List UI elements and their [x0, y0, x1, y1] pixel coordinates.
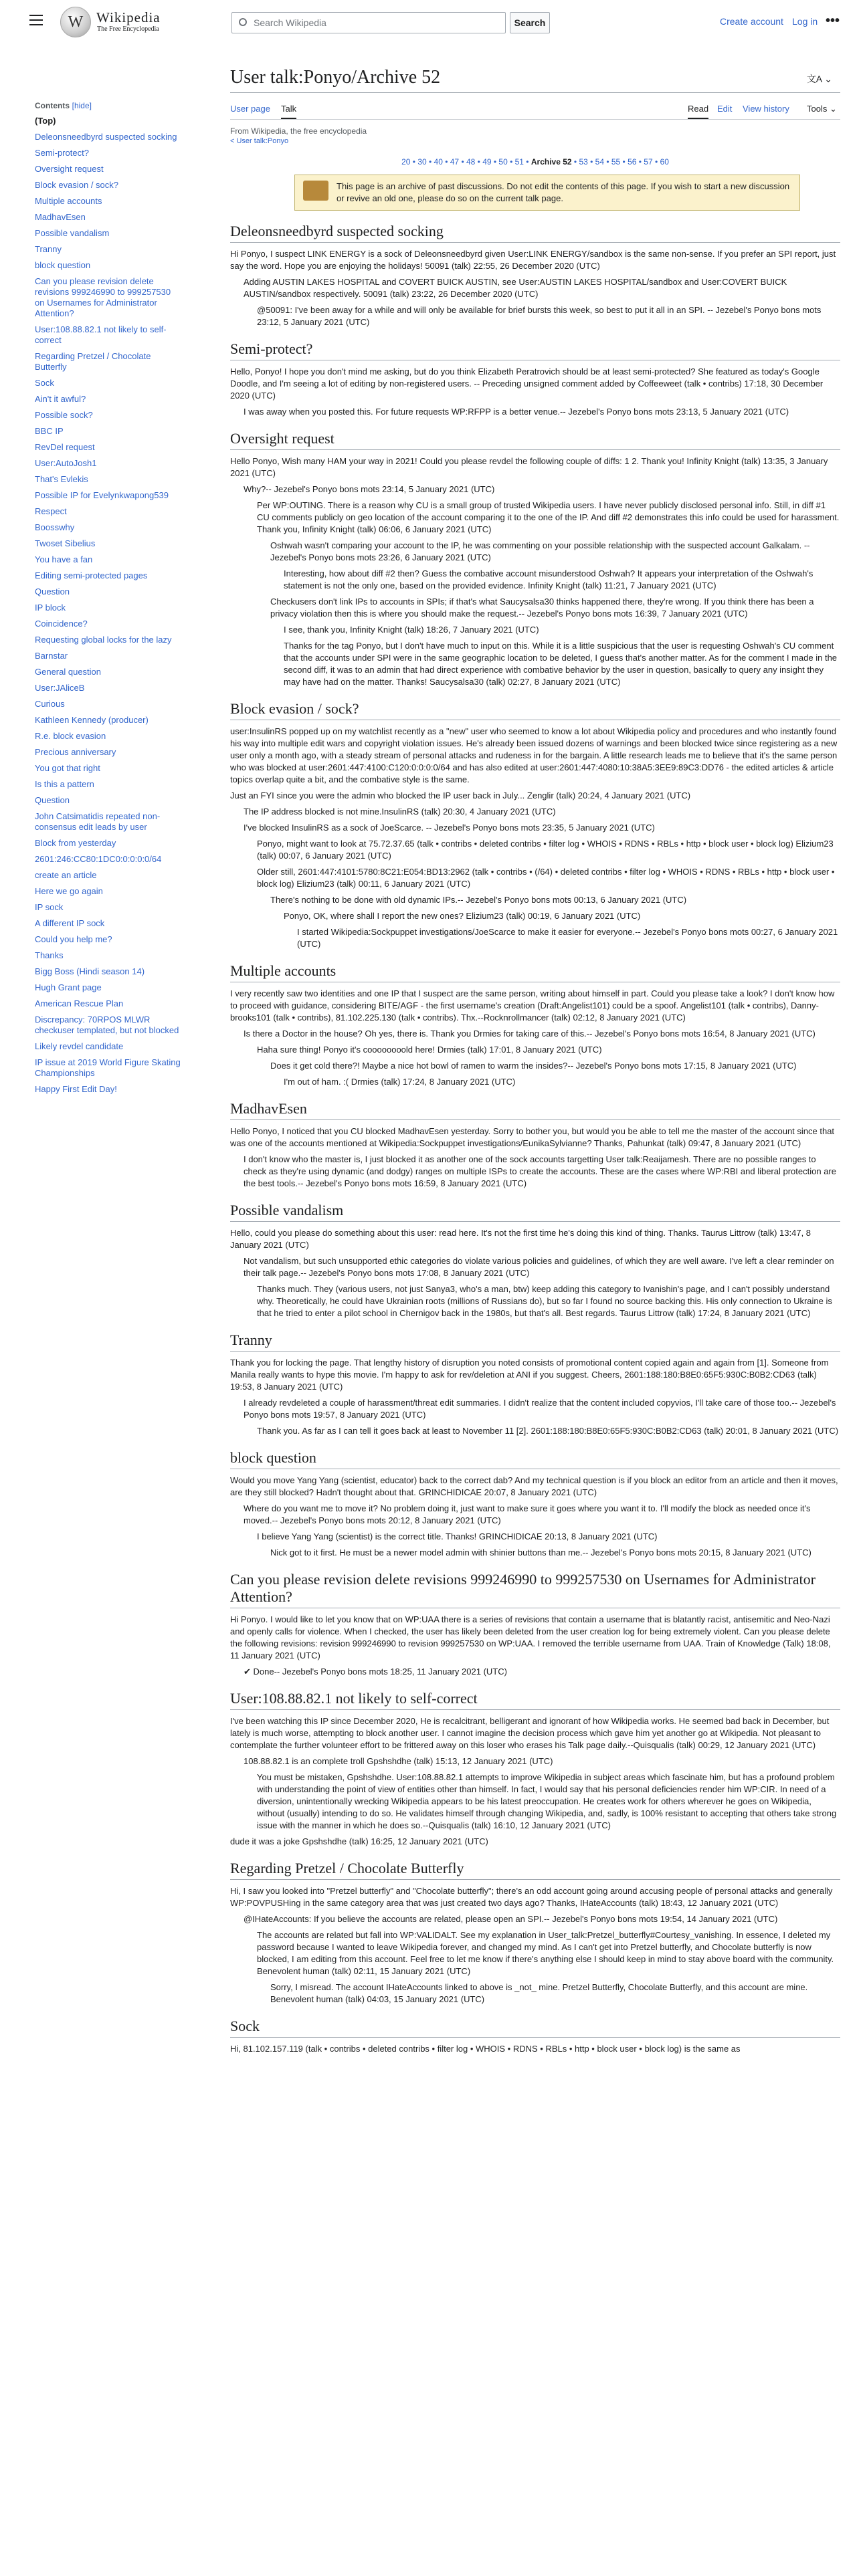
toc-item[interactable]: Precious anniversary: [35, 747, 116, 757]
toc-item[interactable]: User:JAliceB: [35, 683, 85, 693]
comment: Haha sure thing! Ponyo it's coooooooold here! Drmies (talk) 17:01, 8 January 2021 (UTC): [257, 1045, 602, 1055]
toc-item[interactable]: Boosswhy: [35, 522, 75, 532]
main-menu-icon[interactable]: [29, 15, 43, 27]
comment: Hi Ponyo. I would like to let you know that on WP:UAA there is a series of revisions that contain a username that is blatantly racist, antisemitic and Neo-Nazi and openly calls for violence. When I checked, the user has likely been deleted from the user creation log for being extremely violent. Can you please delete the following revisions: revision 999246990 to revision 999257530 on WP:UAA. I removed the terrible username from UAA. Train of Knowledge (Talk) 18:08, 11 January 2021 (UTC): [230, 1614, 831, 1660]
comment: Checkusers don't link IPs to accounts in SPIs; if that's what Saucysalsa30 thinks happened there, they're wrong. If you think there has been a privacy violation then this is where you should make the request.-- Jezebel's Ponyo bons mots 16:39, 7 January 2021 (UTC): [270, 597, 814, 619]
comment: I'm out of ham. :( Drmies (talk) 17:24, 8 January 2021 (UTC): [284, 1077, 516, 1087]
toc-item[interactable]: (Top): [35, 116, 56, 126]
back-link[interactable]: < User talk:Ponyo: [230, 137, 289, 145]
toc-item[interactable]: Bigg Boss (Hindi season 14): [35, 966, 145, 976]
comment: Just an FYI since you were the admin who blocked the IP user back in July... Zenglir (talk) 20:24, 4 January 2021 (UTC): [230, 790, 691, 800]
comment: dude it was a joke Gpshshdhe (talk) 16:25, 12 January 2021 (UTC): [230, 1836, 488, 1846]
comment: I see, thank you, Infinity Knight (talk) 18:26, 7 January 2021 (UTC): [284, 625, 539, 635]
comment: Hello, Ponyo! I hope you don't mind me asking, but do you think Elizabeth Peratrovich should be at least semi-protected? She featured as today's Google Doodle, and I'm seeing a lot of editing by non-registered users. -- Preceding unsigned comment added by Coffeeweet (talk • contribs) 17:18, 30 December 2020 (UTC): [230, 366, 824, 401]
toc-item[interactable]: Requesting global locks for the lazy: [35, 635, 172, 645]
comment: I believe Yang Yang (scientist) is the correct title. Thanks! GRINCHIDICAE 20:13, 8 January 2021 (UTC): [257, 1531, 658, 1541]
toc-item[interactable]: American Rescue Plan: [35, 998, 124, 1008]
tab-talk[interactable]: Talk: [281, 104, 296, 119]
toc-hide-button[interactable]: [hide]: [72, 101, 92, 110]
tab-read[interactable]: Read: [688, 104, 708, 119]
table-of-contents: [35, 100, 182, 1100]
section-heading: Deleonsneedbyrd suspected socking: [230, 223, 840, 243]
comment: Hi, 81.102.157.119 (talk • contribs • deleted contribs • filter log • WHOIS • RDNS • RBLs • http • block user • block log) is the same as: [230, 2044, 741, 2054]
toc-item[interactable]: Twoset Sibelius: [35, 538, 96, 548]
toc-item[interactable]: Block from yesterday: [35, 838, 116, 848]
section-heading: Block evasion / sock?: [230, 700, 840, 720]
search-icon: [239, 18, 247, 26]
archive-notice-text: This page is an archive of past discussions. Do not edit the contents of this page. If you wish to start a new discussion or revive an old one, please do so on the current talk page.: [337, 181, 790, 203]
toc-item[interactable]: block question: [35, 260, 91, 270]
comment: Interesting, how about diff #2 then? Guess the combative account misunderstood Oshwah? It appears your interpretation of the Oshwah's statement is not the only one, based on the provided evidence. Infinity Knight (talk) 11:21, 7 January 2021 (UTC): [284, 568, 814, 591]
tab-edit[interactable]: Edit: [717, 104, 733, 114]
main-content: [230, 67, 840, 2059]
toc-item[interactable]: Sock: [35, 378, 54, 388]
comment: Oshwah wasn't comparing your account to the IP, he was commenting on your possible relationship with the suspected account Galkalam. -- Jezebel's Ponyo bons mots 23:26, 6 January 2021 (UTC): [270, 540, 810, 562]
toc-item[interactable]: BBC IP: [35, 426, 64, 436]
archive-box-icon: [303, 181, 328, 201]
wikipedia-logo[interactable]: W: [60, 7, 91, 37]
toc-item[interactable]: IP issue at 2019 World Figure Skating Championships: [35, 1057, 181, 1078]
toc-item[interactable]: Question: [35, 586, 70, 597]
toc-item[interactable]: Ain't it awful?: [35, 394, 86, 404]
comment: I started Wikipedia:Sockpuppet investigations/JoeScarce to make it easier for everyone.-- Jezebel's Ponyo bons mots 00:27, 6 January 2021 (UTC): [297, 927, 838, 949]
toc-item[interactable]: Can you please revision delete revisions 999246990 to 999257530 on Usernames for Administrator Attention?: [35, 276, 171, 318]
section-heading: Sock: [230, 2018, 840, 2038]
comment: I've been watching this IP since December 2020, He is recalcitrant, belligerant and ignorant of how Wikipedia works. He seemed bad back in December, but lately is much worse, attempting to block another user. I cannot imagine the decision process which gave him yet another go at Wikipedia. Not pleasant to contemplate the further volunteer effort to be frittered away on this loser who erases his Talk page daily.--Quisqualis (talk) 00:29, 12 January 2021 (UTC): [230, 1716, 830, 1750]
tab-user-page[interactable]: User page: [230, 104, 270, 114]
comment: Older still, 2601:447:4101:5780:8C21:E054:BD13:2962 (talk • contribs • (/64) • deleted contribs • filter log • WHOIS • RDNS • RBLs • http • block user • block log) Elizium23 (talk) 00:11, 6 January 2021 (UTC): [257, 867, 835, 889]
toc-item[interactable]: Coincidence?: [35, 619, 88, 629]
comment: Why?-- Jezebel's Ponyo bons mots 23:14, 5 January 2021 (UTC): [244, 484, 495, 494]
comment: Nick got to it first. He must be a newer model admin with shinier buttons than me.-- Jezebel's Ponyo bons mots 20:15, 8 January 2021 (UTC): [270, 1547, 812, 1558]
toc-item[interactable]: Here we go again: [35, 886, 103, 896]
comment: Where do you want me to move it? No problem doing it, just want to make sure it goes where you want it to. I'll modify the block as needed once it's moved.-- Jezebel's Ponyo bons mots 20:12, 8 January 2021 (UTC): [244, 1503, 811, 1525]
section-heading: User:108.88.82.1 not likely to self-correct: [230, 1690, 840, 1710]
comment: @50091: I've been away for a while and will only be available for brief bursts this week, so best to put it all in an SPI. -- Jezebel's Ponyo bons mots 23:12, 5 January 2021 (UTC): [257, 305, 822, 327]
toc-item[interactable]: Block evasion / sock?: [35, 180, 119, 190]
comment: Hello Ponyo, I noticed that you CU blocked MadhavEsen yesterday. Sorry to bother you, but would you be able to tell me the master of the account since that was one of the accounts mentioned at Wikipedia:Sockpuppet investigations/EunikaSylvianne? Thanks, Pahunkat (talk) 09:47, 8 January 2021 (UTC): [230, 1126, 835, 1148]
toc-item[interactable]: Possible vandalism: [35, 228, 110, 238]
toc-item[interactable]: MadhavEsen: [35, 212, 86, 222]
comment: I don't know who the master is, I just blocked it as another one of the sock accounts targetting User talk:Reaijamesh. There are no possible ranges to check as they're using dynamic (and dodgy) ranges on multiple ISPs to create the accounts. These are the cases where WP:RBI and liberal protection are the best tools.-- Jezebel's Ponyo bons mots 16:59, 8 January 2021 (UTC): [244, 1154, 836, 1188]
toc-item[interactable]: Multiple accounts: [35, 196, 102, 206]
archive-links-after[interactable]: • 53 • 54 • 55 • 56 • 57 • 60: [573, 157, 669, 167]
toc-item[interactable]: Tranny: [35, 244, 62, 254]
comment: Not vandalism, but such unsupported ethic categories do violate various policies and guidelines, of which they are well aware. I've left a clear reminder on their talk page.-- Jezebel's Ponyo bons mots 17:08, 8 January 2021 (UTC): [244, 1256, 834, 1278]
create-account-link[interactable]: Create account: [720, 16, 783, 27]
comment: Hi, I saw you looked into "Pretzel butterfly" and "Chocolate butterfly"; there's an odd account going around accusing people of personal attacks and generally WP:POVPUSHing in the same category area that was just created two days ago? Thanks, IHateAccounts (talk) 18:43, 12 January 2021 (UTC): [230, 1886, 833, 1908]
section-heading: Tranny: [230, 1331, 840, 1352]
toc-item[interactable]: Thanks: [35, 950, 64, 960]
comment: The IP address blocked is not mine.InsulinRS (talk) 20:30, 4 January 2021 (UTC): [244, 807, 556, 817]
section-heading: Possible vandalism: [230, 1202, 840, 1222]
toc-item[interactable]: Kathleen Kennedy (producer): [35, 715, 149, 725]
tab-tools[interactable]: Tools ⌄: [807, 104, 837, 114]
toc-item[interactable]: User:108.88.82.1 not likely to self-correct: [35, 324, 167, 345]
toc-item[interactable]: 2601:246:CC80:1DC0:0:0:0:0/64: [35, 854, 162, 864]
toc-item[interactable]: create an article: [35, 870, 97, 880]
section-heading: Semi-protect?: [230, 340, 840, 360]
toc-item[interactable]: Possible sock?: [35, 410, 93, 420]
comment: The accounts are related but fall into WP:VALIDALT. See my explanation in User_talk:Pretzel_butterfly#Courtesy_vanishing. In essence, I deleted my password because I wanted to leave Wikipedia forever, and changed my mind. As I can't get into Pretzel butterfly, and Chocolate butterfly is now blocked, I am editing from this account. Feel free to let me know if there's anything else I should keep in mind to stay above board with the community. Benevolent human (talk) 02:11, 15 January 2021 (UTC): [257, 1930, 834, 1976]
comment: Sorry, I misread. The account IHateAccounts linked to above is _not_ mine. Pretzel Butterfly, Chocolate Butterfly, and this account are mine. Benevolent human (talk) 04:03, 15 January 2021 (UTC): [270, 1982, 808, 2004]
toc-item[interactable]: Respect: [35, 506, 67, 516]
toc-item[interactable]: Oversight request: [35, 164, 104, 174]
archive-links-before[interactable]: 20 • 30 • 40 • 47 • 48 • 49 • 50 • 51 •: [401, 157, 529, 167]
toc-item[interactable]: Hugh Grant page: [35, 982, 102, 992]
comment: Thanks for the tag Ponyo, but I don't have much to input on this. While it is a little suspicious that the user is requesting Oshwah's CU comment that the accounts under SPI were in the same geographic location to be deleted, I guess that's another matter. As for the comment I made in the second diff, it was to an admin that had direct experience with combative behavior by the user in question, basically to query any insight they may have had on the matter. Thanks! Saucysalsa30 (talk) 02:27, 8 January 2021 (UTC): [284, 641, 838, 687]
archive-notice: [294, 175, 800, 211]
comment: @IHateAccounts: If you believe the accounts are related, please open an SPI.-- Jezebel's Ponyo bons mots 19:54, 14 January 2021 (UTC): [244, 1914, 778, 1924]
section-heading: block question: [230, 1449, 840, 1469]
comment: Does it get cold there?! Maybe a nice hot bowl of ramen to warm the insides?-- Jezebel's Ponyo bons mots 17:15, 8 January 2021 (UTC): [270, 1061, 797, 1071]
section-heading: Oversight request: [230, 430, 840, 450]
toc-item[interactable]: That's Evlekis: [35, 474, 88, 484]
comment: There's nothing to be done with old dynamic IPs.-- Jezebel's Ponyo bons mots 00:13, 6 January 2021 (UTC): [270, 895, 687, 905]
toc-item[interactable]: Possible IP for Evelynkwapong539: [35, 490, 169, 500]
toc-item[interactable]: Barnstar: [35, 651, 68, 661]
archive-current: Archive 52: [531, 157, 572, 167]
toc-item[interactable]: Happy First Edit Day!: [35, 1084, 117, 1094]
toc-item[interactable]: Is this a pattern: [35, 779, 94, 789]
comment: ✔ Done-- Jezebel's Ponyo bons mots 18:25, 11 January 2021 (UTC): [244, 1667, 507, 1677]
comment: Is there a Doctor in the house? Oh yes, there is. Thank you Drmies for taking care of this.-- Jezebel's Ponyo bons mots 16:54, 8 January 2021 (UTC): [244, 1029, 816, 1039]
toc-item[interactable]: Question: [35, 795, 70, 805]
page-title: User talk:Ponyo/Archive 52: [230, 67, 840, 93]
comment: I already revdeleted a couple of harassment/threat edit summaries. I didn't realize that the content included copyvios, I'll take care of those too.-- Jezebel's Ponyo bons mots 19:57, 8 January 2021 (UTC): [244, 1398, 836, 1420]
comment: Would you move Yang Yang (scientist, educator) back to the correct dab? And my technical question is if you block an editor from an article and then it moves, are they still blocked? Hadn't thought about that. GRINCHIDICAE 20:07, 8 January 2021 (UTC): [230, 1475, 838, 1497]
tagline: The Free Encyclopedia: [97, 25, 159, 33]
comment: Thank you for locking the page. That lengthy history of disruption you noted consists of promotional content copied again and again from [1]. Someone from Manila really wants to hype this movie. I'm happy to ask for rev/deletion at ANI if you suggest. Cheers, 2601:188:180:B8E0:65F5:930C:B0B2:CD63 (talk) 19:53, 8 January 2021 (UTC): [230, 1358, 829, 1392]
toc-item[interactable]: User:AutoJosh1: [35, 458, 97, 468]
toc-item[interactable]: Discrepancy: 70RPOS MLWR checkuser templated, but not blocked: [35, 1014, 179, 1035]
search-input[interactable]: [231, 12, 506, 33]
section-heading: Multiple accounts: [230, 962, 840, 982]
toc-item[interactable]: Editing semi-protected pages: [35, 570, 148, 580]
section-heading: Regarding Pretzel / Chocolate Butterfly: [230, 1860, 840, 1880]
comment: 108.88.82.1 is an complete troll Gpshshdhe (talk) 15:13, 12 January 2021 (UTC): [244, 1756, 553, 1766]
tab-view-history[interactable]: View history: [743, 104, 789, 114]
log-in-link[interactable]: Log in: [792, 16, 818, 27]
comment: Ponyo, might want to look at 75.72.37.65 (talk • contribs • deleted contribs • filter log • WHOIS • RDNS • RBLs • http • block user • block log) Elizium23 (talk) 00:07, 6 January 2021 (UTC): [257, 839, 834, 861]
language-icon[interactable]: 文A ⌄: [806, 74, 832, 84]
comment: user:InsulinRS popped up on my watchlist recently as a "new" user who seemed to know a lot about Wikipedia policy and procedures and who instantly found his way into multiple edit wars and copyright violation issues. He's already been issued dozens of warnings and been blocked twice since registering as a new user only a month ago, with a steady stream of personal attacks and rudeness in for the bargain. A little research leads me to believe that it's the same person who was blocked at user:2601:447:4100:C120:0:0:0:0/64 and has also edited at user:2601:447:4080:10:38A5:3EE9:89C3:DD76 - the edited articles & article topics overlap quite a bit, and the combative style is the same.: [230, 726, 838, 784]
wordmark[interactable]: Wikipedia: [96, 9, 161, 25]
comment: I was away when you posted this. For future requests WP:RFPP is a better venue.-- Jezebel's Ponyo bons mots 23:13, 5 January 2021 (UTC): [244, 407, 789, 417]
toc-item[interactable]: Curious: [35, 699, 65, 709]
toc-item[interactable]: Likely revdel candidate: [35, 1041, 124, 1051]
comment: You must be mistaken, Gpshshdhe. User:108.88.82.1 attempts to improve Wikipedia in subject areas which fascinate him, but has a profound problem with understanding the point of view of entities other than himself. In fact, I would say that his personal deficiencies render him WP:CIR. In need of a diversion, unintentionally wrecking Wikipedia appears to be his latest preoccupation. He creates work for others wherever he goes on Wikipedia, without (usually) intending to do so. He validates himself through changing Wikipedia, and, sadly, is 100% resistant to accepting that others take strong issue with the manner in which he does so.--Quisqualis (talk) 16:10, 12 January 2021 (UTC): [257, 1772, 837, 1830]
archive-nav: [230, 157, 840, 167]
toc-item[interactable]: You have a fan: [35, 554, 93, 564]
page-tabs: [230, 98, 840, 120]
toc-item[interactable]: RevDel request: [35, 442, 95, 452]
toc-item[interactable]: Deleonsneedbyrd suspected socking: [35, 132, 177, 142]
comment: I've blocked InsulinRS as a sock of JoeScarce. -- Jezebel's Ponyo bons mots 23:35, 5 January 2021 (UTC): [244, 823, 655, 833]
comment: Per WP:OUTING. There is a reason why CU is a small group of trusted Wikipedia users. I have never publicly disclosed personal info. Still, in diff #1 CU comments publicly on geo location of the account comparing it to the one of the IP. And diff #2 demonstrates this info could be used for harassment. Thank you, Infinity Knight (talk) 06:06, 6 January 2021 (UTC): [257, 500, 840, 534]
toc-item[interactable]: A different IP sock: [35, 918, 105, 928]
toc-item[interactable]: Could you help me?: [35, 934, 112, 944]
section-heading: Can you please revision delete revisions 999246990 to 999257530 on Usernames for Administrator Attention?: [230, 1571, 840, 1608]
site-sub: From Wikipedia, the free encyclopedia: [230, 126, 367, 136]
toc-item[interactable]: IP sock: [35, 902, 64, 912]
comment: I very recently saw two identities and one IP that I suspect are the same person, writing about himself in part. Could you please take a look? I don't know how to proceed with guidance, considering BITE/AGF - the first username's creation (Draft:Angelist101) could be a spoof. Angelist101 (talk • contribs), Danny-brooks101 (talk • contribs), 81.102.225.130 (talk • contribs). Thx.--Rocknrollmancer (talk) 02:12, 8 January 2021 (UTC): [230, 988, 835, 1023]
comment: Hi Ponyo, I suspect LINK ENERGY is a sock of Deleonsneedbyrd given User:LINK ENERGY/sandbox is the same non-sense. If you prefer an SPI report, just say the word. Hope you are enjoying the holidays! 50091 (talk) 22:55, 26 December 2020 (UTC): [230, 249, 836, 271]
toc-item[interactable]: General question: [35, 667, 102, 677]
toc-item[interactable]: You got that right: [35, 763, 100, 773]
toc-item[interactable]: Regarding Pretzel / Chocolate Butterfly: [35, 351, 151, 372]
comment: Thank you. As far as I can tell it goes back at least to November 11 [2]. 2601:188:180:B8E0:65F5:930C:B0B2:CD63 (talk) 20:01, 8 January 2021 (UTC): [257, 1426, 839, 1436]
site-header: [0, 0, 859, 43]
comment: Thanks much. They (various users, not just Sanya3, who's a man, btw) keep adding this category to Ivanishin's page, and I can't possibly understand why. Theoretically, he could have Ukrainian roots (millions of Russians do), but so far I found no source backing this. His only connection to Ukraine is that he tried to enter a pilot school in Chernigov back in the 1980s, but that's all. Best regards. Taurus Littrow (talk) 17:24, 8 January 2021 (UTC): [257, 1284, 832, 1318]
toc-item[interactable]: IP block: [35, 603, 66, 613]
discussion-sections: [230, 223, 840, 2055]
comment: Adding AUSTIN LAKES HOSPITAL and COVERT BUICK AUSTIN, see User:AUSTIN LAKES HOSPITAL/sandbox and User:COVERT BUICK AUSTIN/sandbox respectively. 50091 (talk) 23:22, 26 December 2020 (UTC): [244, 277, 787, 299]
toc-title-label: Contents: [35, 101, 70, 110]
search-button[interactable]: Search: [510, 12, 550, 33]
more-options-icon[interactable]: •••: [826, 13, 840, 28]
comment: Ponyo, OK, where shall I report the new ones? Elizium23 (talk) 00:19, 6 January 2021 (UTC): [284, 911, 641, 921]
comment: Hello Ponyo, Wish many HAM your way in 2021! Could you please revdel the following couple of diffs: 1 2. Thank you! Infinity Knight (talk) 13:35, 3 January 2021 (UTC): [230, 456, 828, 478]
toc-item[interactable]: John Catsimatidis repeated non-consensus edit leads by user: [35, 811, 161, 832]
toc-title: [35, 100, 182, 110]
comment: Hello, could you please do something about this user: read here. It's not the first time he's doing this kind of thing. Thanks. Taurus Littrow (talk) 13:47, 8 January 2021 (UTC): [230, 1228, 812, 1250]
search-placeholder: Search Wikipedia: [254, 17, 326, 28]
toc-item[interactable]: R.e. block evasion: [35, 731, 106, 741]
toc-item[interactable]: Semi-protect?: [35, 148, 89, 158]
section-heading: MadhavEsen: [230, 1100, 840, 1120]
